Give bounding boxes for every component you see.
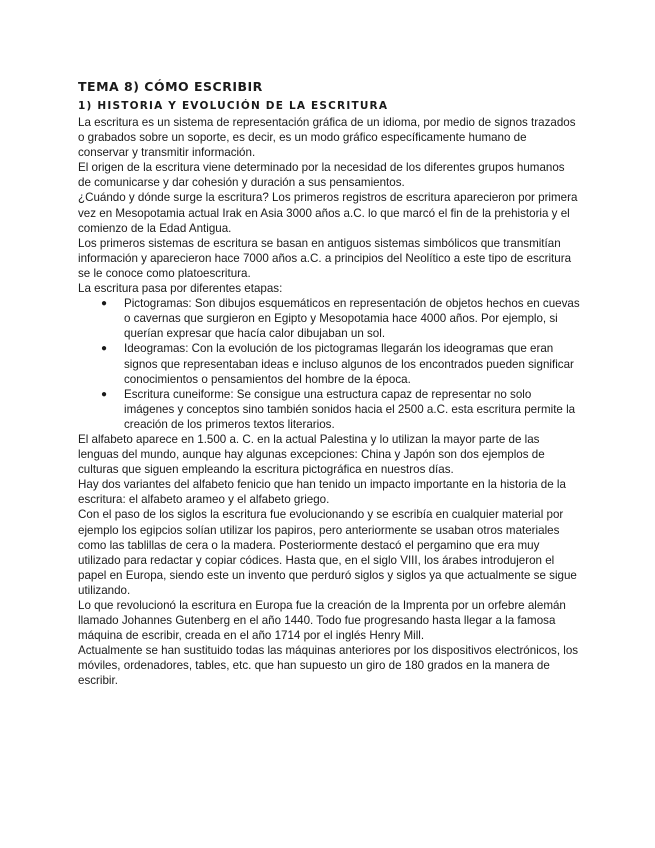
paragraph: Lo que revolucionó la escritura en Europa fue la creación de la Imprenta por un orfebre alemán llamado Johannes Gutenberg en el año 1440. Todo fue progresando hasta llegar a la famosa máquina de escribir, creada en el año 1714 por el inglés Henry Mill. <box>78 599 566 643</box>
bullet-icon: ● <box>101 343 108 355</box>
list-item <box>101 341 580 386</box>
paragraph: La escritura es un sistema de representación gráfica de un idioma, por medio de signos trazados o grabados sobre un soporte, es decir, es un modo gráfico específicamente humano de conservar y transmitir información. <box>78 116 576 160</box>
list-item <box>101 296 580 341</box>
document-page <box>78 78 580 689</box>
paragraph: El origen de la escritura viene determinado por la necesidad de los diferentes grupos humanos de comunicarse y dar cohesión y duración a sus pensamientos. <box>78 161 565 190</box>
paragraph: Actualmente se han sustituido todas las máquinas anteriores por los dispositivos electrónicos, los móviles, ordenadores, tables, etc. que han supuesto un giro de 180 grados en la manera de escribir. <box>78 644 579 688</box>
paragraph: Los primeros sistemas de escritura se basan en antiguos sistemas simbólicos que transmitían información y aparecieron hace 7000 años a.C. a principios del Neolítico a este tipo de escritura se le conoce como platoescritura. <box>78 236 572 280</box>
list-item-text: Escritura cuneiforme: Se consigue una estructura capaz de representar no solo imágenes y conceptos sino también sonidos hacia el 2500 a.C. esta escritura permite la creación de los primeros textos literarios. <box>124 387 576 431</box>
list-item <box>101 387 580 432</box>
stages-list <box>78 296 580 432</box>
bullet-icon: ● <box>101 388 108 400</box>
paragraph: El alfabeto aparece en 1.500 a. C. en la actual Palestina y lo utilizan la mayor parte de las lenguas del mundo, aunque hay algunas excepciones: China y Japón son dos ejemplos de culturas que siguen empleando la escritura pictográfica en nuestros días. <box>78 432 545 477</box>
section-heading: 1) HISTORIA Y EVOLUCIÓN DE LA ESCRITURA <box>78 100 389 112</box>
list-item-text: Pictogramas: Son dibujos esquemáticos en representación de objetos hechos en cuevas o cavernas que surgieron en Egipto y Mesopotamia hace 4000 años. Por ejemplo, si querían expresar que hacía calor dibujaban un sol. <box>124 297 580 341</box>
list-item-text: Ideogramas: Con la evolución de los pictogramas llegarán los ideogramas que eran signos que representaban ideas e incluso algunos de los encontrados pueden significar conocimientos o pensamientos del hombre de la época. <box>124 342 574 386</box>
paragraph: La escritura pasa por diferentes etapas: <box>78 282 283 296</box>
document-title: TEMA 8) CÓMO ESCRIBIR <box>78 79 263 94</box>
paragraph: ¿Cuándo y dónde surge la escritura? Los primeros registros de escritura aparecieron por primera vez en Mesopotamia actual Irak en Asia 3000 años a.C. lo que marcó el fin de la prehistoria y el comienzo de la Edad Antigua. <box>78 191 578 235</box>
paragraph: Con el paso de los siglos la escritura fue evolucionando y se escribía en cualquier material por ejemplo los egipcios solían utilizar los papiros, pero anteriormente se usaban otros materiales como las tablillas de cera o la madera. Posteriormente destacó el pergamino que era muy utilizado para redactar y copiar códices. Hasta que, en el siglo VIII, los árabes introdujeron el papel en Europa, siendo este un invento que perduró siglos y siglos ya que actualmente se sigue utilizando. <box>78 508 577 597</box>
paragraph: Hay dos variantes del alfabeto fenicio que han tenido un impacto importante en la historia de la escritura: el alfabeto arameo y el alfabeto griego. <box>78 478 566 507</box>
bullet-icon: ● <box>101 298 108 310</box>
